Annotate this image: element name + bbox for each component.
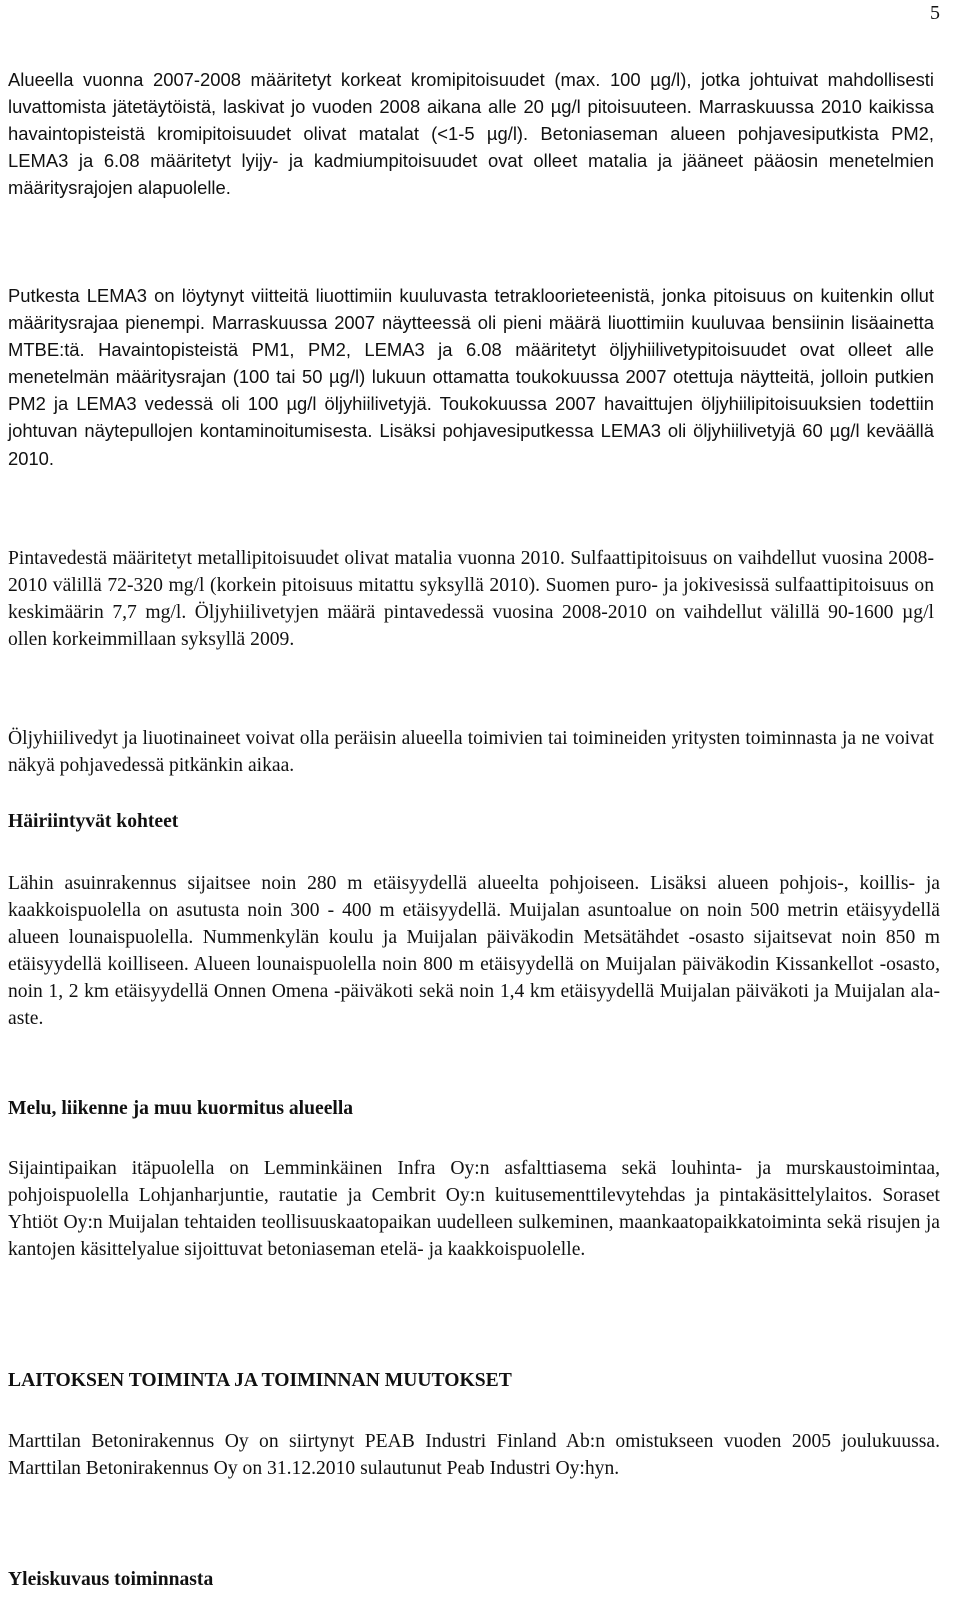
paragraph-neighbouring-activities: Sijaintipaikan itäpuolella on Lemminkäinen Infra Oy:n asfalttiasema sekä louhinta- ja murskaustoimintaa, pohjoispuolella Lohjanharjuntie, rautatie ja Cembrit Oy:n kuitusementtilevytehdas ja pintakäsittelylaitos. Soraset Yhtiöt Oy:n Muijalan tehtaiden teollisuuskaatopaikan uudelleen sulkeminen, maankaatopaikkatoiminta sekä risujen ja kantojen käsittelyalue sijoittuvat betoniaseman etelä- ja kaakkoispuolelle. bbox=[8, 1158, 940, 1261]
paragraph-chromium-levels: Alueella vuonna 2007-2008 määritetyt korkeat kromipitoisuudet (max. 100 µg/l), jotka johtuivat mahdollisesti luvattomista jätetäytöistä, laskivat jo vuoden 2008 aikana alle 20 µg/l pitoisuuteen. Marraskuussa 2010 kaikissa havaintopisteistä kromipitoisuudet olivat matalat (<1-5 µg/l). Betoniaseman alueen pohjavesiputkista PM2, LEMA3 ja 6.08 määritetyt lyijy- ja kadmiumpitoisuudet ovat olleet matalia ja jääneet pääosin menetelmien määritysrajojen alapuolelle. bbox=[8, 69, 934, 199]
page-number: 5 bbox=[930, 2, 940, 24]
heading-sensitive-receptors: Häiriintyvät kohteet bbox=[8, 811, 179, 832]
paragraph-surface-water: Pintavedestä määritetyt metallipitoisuudet olivat matalia vuonna 2010. Sulfaattipitoisuus on vaihdellut vuosina 2008-2010 välillä 72-320 mg/l (korkein pitoisuus mitattu syksyllä 2010). Suomen puro- ja jokivesissä sulfaattipitoisuus on keskimäärin 7,7 mg/l. Öljyhiilivetyjen määrä pintavedessä vuosina 2008-2010 on vaihdellut välillä 90-1600 µg/l ollen korkeimmillaan syksyllä 2009. bbox=[8, 548, 934, 651]
heading-overview: Yleiskuvaus toiminnasta bbox=[8, 1569, 214, 1590]
paragraph-nearest-residences: Lähin asuinrakennus sijaitsee noin 280 m etäisyydellä alueelta pohjoiseen. Lisäksi alueen pohjois-, koillis- ja kaakkoispuolella on asutusta noin 300 - 400 m etäisyydellä. Muijalan asuntoalue on noin 500 metrin etäisyydellä alueen lounaispuolella. Nummenkylän koulu ja Muijalan päiväkodin Metsätähdet -osasto sijaitsevat noin 850 m etäisyydellä koilliseen. Alueen lounaispuolella noin 800 m etäisyydellä on Muijalan päiväkodin Kissankellot -osasto, noin 1, 2 km etäisyydellä Onnen Omena -päiväkoti sekä noin 1,4 km etäisyydellä Muijalan päiväkoti ja Muijalan ala-aste. bbox=[8, 873, 940, 1030]
heading-plant-operation: LAITOKSEN TOIMINTA JA TOIMINNAN MUUTOKSET bbox=[8, 1370, 512, 1391]
paragraph-solvents-oil: Putkesta LEMA3 on löytynyt viitteitä liuottimiin kuuluvasta tetrakloorieteenistä, jonka pitoisuus on kuitenkin ollut määritysrajaa pienempi. Marraskuussa 2007 näytteessä oli pieni määrä liuottimiin kuuluvaa bensiinin lisäainetta MTBE:tä. Havaintopisteistä PM1, PM2, LEMA3 ja 6.08 määritetyt öljyhiilivetypitoisuudet ovat olleet alle menetelmän määritysrajan (100 tai 50 µg/l) lukuun ottamatta toukokuussa 2007 otettuja näytteitä, jolloin putkien PM2 ja LEMA3 vedessä oli 100 µg/l öljyhiilivetyjä. Toukokuussa 2007 havaittujen öljyhiilipitoisuuksien todettiin johtuvan näytepullojen kontaminoitumisesta. Lisäksi pohjavesiputkessa LEMA3 oli öljyhiilivetyjä 60 µg/l keväällä 2010. bbox=[8, 285, 934, 469]
paragraph-origin: Öljyhiilivedyt ja liuotinaineet voivat olla peräisin alueella toimivien tai toimineiden yritysten toiminnasta ja ne voivat näkyä pohjavedessä pitkänkin aikaa. bbox=[8, 728, 934, 777]
paragraph-ownership: Marttilan Betonirakennus Oy on siirtynyt PEAB Industri Finland Ab:n omistukseen vuoden 2005 joulukuussa. Marttilan Betonirakennus Oy on 31.12.2010 sulautunut Peab Industri Oy:hyn. bbox=[8, 1431, 940, 1480]
heading-noise-traffic: Melu, liikenne ja muu kuormitus alueella bbox=[8, 1098, 354, 1119]
